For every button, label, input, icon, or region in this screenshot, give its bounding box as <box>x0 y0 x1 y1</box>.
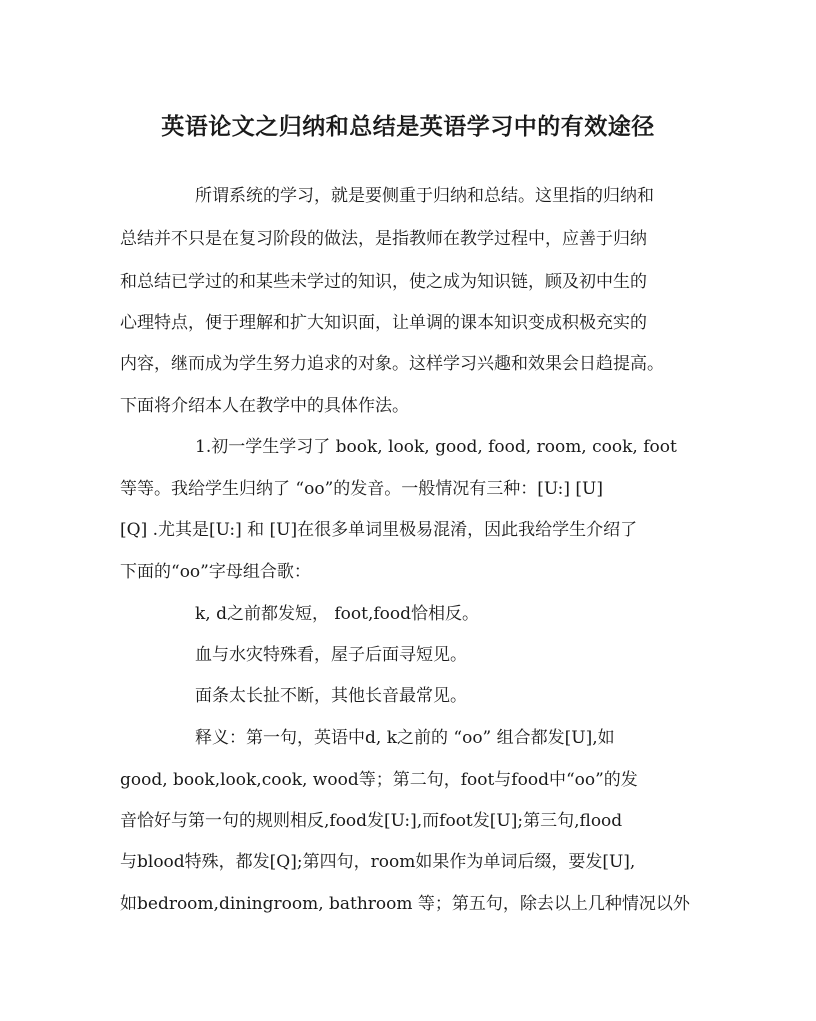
paragraph-line: 1.初一学生学习了 book, look, good, food, room, cook, foot <box>195 437 677 457</box>
paragraph-line: 与blood特殊，都发[Q];第四句，room如果作为单词后缀，要发[U], <box>120 852 636 872</box>
paragraph-line: 总结并不只是在复习阶段的做法，是指教师在教学过程中，应善于归纳 <box>120 229 647 249</box>
rhyme-line: k, d之前都发短， foot,food恰相反。 <box>195 604 480 624</box>
paragraph-line: 如bedroom,diningroom, bathroom 等；第五句，除去以上几种情况以外 <box>120 894 690 914</box>
paragraph-line: 下面将介绍本人在教学中的具体作法。 <box>120 396 409 416</box>
paragraph-line: 心理特点，便于理解和扩大知识面，让单调的课本知识变成积极充实的 <box>120 313 647 333</box>
paragraph-line: [Q] .尤其是[U:] 和 [U]在很多单词里极易混淆，因此我给学生介绍了 <box>120 520 638 540</box>
paragraph-line: 释义：第一句，英语中d, k之前的 “oo” 组合都发[U],如 <box>195 728 615 748</box>
document-title: 英语论文之归纳和总结是英语学习中的有效途径 <box>161 113 655 140</box>
paragraph-line: 下面的“oo”字母组合歌： <box>120 562 311 582</box>
paragraph-line: 等等。我给学生归纳了 “oo”的发音。一般情况有三种：[U:] [U] <box>120 479 603 499</box>
paragraph-line: 所谓系统的学习，就是要侧重于归纳和总结。这里指的归纳和 <box>195 186 654 206</box>
rhyme-line: 面条太长扯不断，其他长音最常见。 <box>195 686 467 706</box>
paragraph-line: good, book,look,cook, wood等；第二句，foot与food中“oo”的发 <box>120 770 638 790</box>
paragraph-line: 音恰好与第一句的规则相反,food发[U:],而foot发[U];第三句,flood <box>120 811 623 831</box>
paragraph-line: 内容，继而成为学生努力追求的对象。这样学习兴趣和效果会日趋提高。 <box>120 354 664 374</box>
paragraph-line: 和总结已学过的和某些未学过的知识，使之成为知识链，顾及初中生的 <box>120 272 647 292</box>
rhyme-line: 血与水灾特殊看，屋子后面寻短见。 <box>195 645 467 665</box>
